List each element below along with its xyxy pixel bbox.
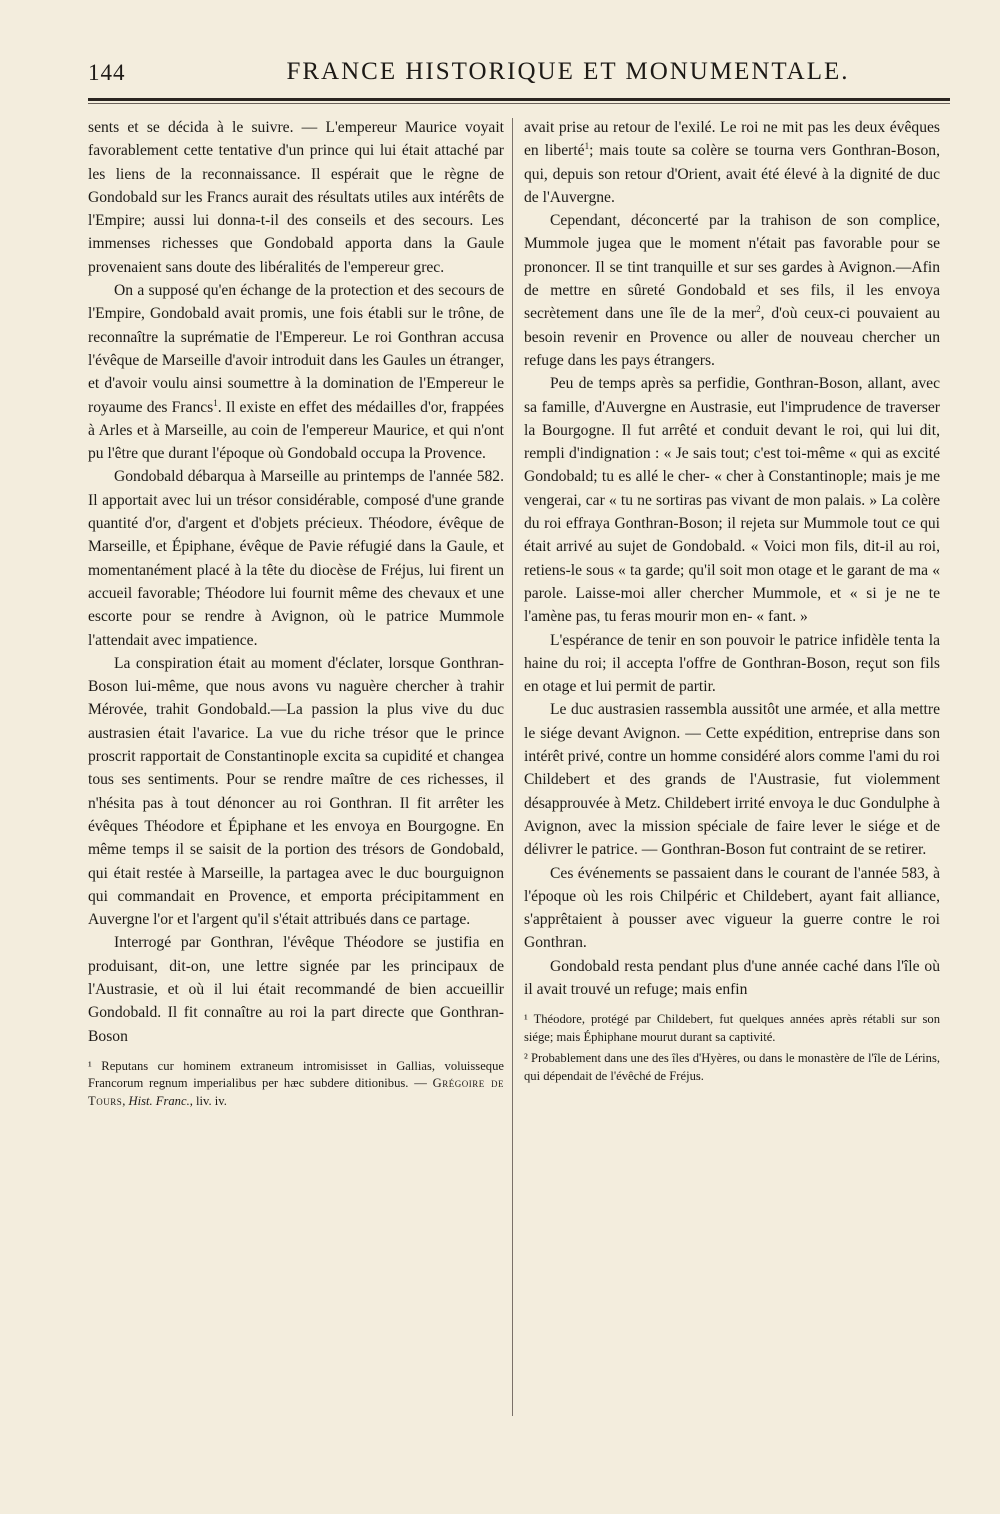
paragraph: Gondobald débarqua à Marseille au printemps de l'année 582. Il apportait avec lui un trésor considérable, composé d'une grande quantité d'or, d'argent et d'objets précieux. Théodore, évêque de Marseille, et Épiphane, évêque de Pavie réfugié dans la Gaule, et momentanément placé à la tête du diocèse de Fréjus, lui firent un accueil favorable; Théodore lui fournit même des chevaux et une escorte pour se rendre à Avignon, où le patrice Mummole l'attendait avec impatience. xyxy=(88,468,504,649)
footnote-reference: 2 xyxy=(756,304,761,315)
paragraph: sents et se décida à le suivre. — L'empereur Maurice voyait favorablement cette tentative d'un prince qui lui était attaché par les liens de la reconnaissance. Il espérait que le règne de Gondobald sur les Francs aurait des résultats utiles aux intérêts de l'Empire; aussi lui donna-t-il des conseils et des secours. Les immenses richesses que Gondobald apporta dans la Gaule provenaient sans doute des libéralités de l'empereur grec. xyxy=(88,119,504,276)
footnote: ¹ Théodore, protégé par Childebert, fut quelques années après rétabli sur son siége; mais Éphiphane mourut durant sa captivité. xyxy=(524,1012,940,1044)
footnote-text: Reputans cur hominem extraneum intromisisset in Gallias, voluisseque Francorum regnum imperialibus per hæc subdere ditionibus. — xyxy=(88,1058,504,1091)
paragraph xyxy=(88,279,504,465)
page-number: 144 xyxy=(88,60,126,85)
footnote-reference: 1 xyxy=(213,397,218,408)
paragraph-text: , d'où ceux-ci pouvaient au besoin revenir en Provence ou aller de nouveau chercher un refuge dans les pays étrangers. xyxy=(524,305,940,369)
left-column xyxy=(88,116,504,1110)
paragraph: Peu de temps après sa perfidie, Gonthran-Boson, allant, avec sa famille, d'Auvergne en Austrasie, eut l'imprudence de traverser la Bourgogne. Il fut arrêté et conduit devant le roi, qui lui dit, rempli d'indignation : « Je sais tout; c'est toi-même « qui as excité Gondobald; tu es allé le cher- « cher à Constantinople; mais je me vengerai, car « tu ne sortiras pas vivant de mon palais. » La colère du roi effraya Gonthran-Boson; il rejeta sur Mummole tout ce qui était arrivé au sujet de Gondobald. « Voici mon fils, dit-il au roi, retiens-le sous « ta garde; qu'il soit mon otage et le garant de ma « parole. Laisse-moi aller chercher Mummole, et « si je ne te l'amène pas, tu feras mourir mon en- « fant. » xyxy=(524,375,940,626)
paragraph: La conspiration était au moment d'éclater, lorsque Gonthran-Boson lui-même, que nous avons vu naguère chercher à trahir Mérovée, trahit Gondobald.—La passion la plus vive du duc austrasien était l'avarice. La vue du riche trésor que le prince proscrit rapportait de Constantinople excita sa cupidité et changea tous ses sentiments. Pour se rendre maître de ces richesses, il n'hésita pas à tout dénoncer au roi Gonthran. Il fit arrêter les évêques Théodore et Épiphane et les envoya en Bourgogne. En même temps il se saisit de la portion des trésors de Gondobald, qui était restée à Marseille, la partagea avec le duc bourguignon qui commandait en Provence, et emporta précipitamment en Auvergne l'or et l'argent qu'il s'était attribués dans ce partage. xyxy=(88,654,504,929)
footnote-reference: 1 xyxy=(584,141,590,152)
footnote: ¹ Reputans cur hominem extraneum intromisisset in Gallias, voluisseque Francorum regnum imperialibus per hæc subdere ditionibus. — Grégoire de Tours, Hist. Franc., liv. iv. xyxy=(88,1058,504,1108)
paragraph-text: avait prise au retour de l'exilé. Le roi ne mit pas les deux évêques en liberté xyxy=(524,119,940,160)
running-title: FRANCE HISTORIQUE ET MONUMENTALE. xyxy=(286,58,850,85)
right-column xyxy=(524,116,940,1085)
paragraph: L'espérance de tenir en son pouvoir le patrice infidèle tenta la haine du roi; il accepta l'offre de Gonthran-Boson, reçut son fils en otage et lui permit de partir. xyxy=(524,631,940,696)
paragraph: Gondobald resta pendant plus d'une année caché dans l'île où il avait trouvé un refuge; mais enfin xyxy=(524,957,940,998)
footnote-work: Hist. Franc. xyxy=(128,1093,190,1108)
paragraph-text: On a supposé qu'en échange de la protection et des secours de l'Empire, Gondobald avait promis, une fois établi sur le trône, de reconnaître la suprématie de l'Empereur. Le roi Gonthran accusa l'évêque de Marseille d'avoir introduit dans les Gaules un étranger, et d'avoir voulu ainsi soumettre à la domination de l'Empereur le royaume des Francs xyxy=(88,282,504,416)
paragraph xyxy=(524,116,940,209)
paragraph-text: . Il existe en effet des médailles d'or, frappées à Arles et à Marseille, au coin de l'empereur Maurice, et qui n'ont pu l'être que durant l'époque où Gondobald occupa la Provence. xyxy=(88,398,504,463)
footnote-end: , liv. iv. xyxy=(189,1093,227,1108)
paragraph-text: ; mais toute sa colère se tourna vers Gonthran-Boson, qui, depuis son retour d'Orient, avait été élevé à la dignité de duc de l'Auvergne. xyxy=(524,142,940,206)
paragraph: Le duc austrasien rassembla aussitôt une armée, et alla mettre le siége devant Avignon. — Cette expédition, entreprise dans son intérêt privé, contre un homme considéré alors comme l'ami du roi Childebert et des grands de l'Austrasie, fut violemment désapprouvée à Metz. Childebert irrité envoya le duc Gondulphe à Avignon, avec la mission spéciale de faire lever le siége et de délivrer le patrice. — Gonthran-Boson fut contraint de se retirer. xyxy=(524,701,940,859)
column-divider xyxy=(512,118,513,1416)
paragraph: Ces événements se passaient dans le courant de l'année 583, à l'époque où les rois Chilpéric et Childebert, ayant fait alliance, s'apprêtaient à pousser avec vigueur la guerre contre le roi Gonthran. xyxy=(524,864,940,952)
footnote-mark: ¹ xyxy=(88,1058,92,1073)
footnote-author: Grégoire de Tours xyxy=(88,1076,504,1108)
paragraph xyxy=(524,209,940,372)
paragraph-text: Cependant, déconcerté par la trahison de son complice, Mummole jugea que le moment n'était pas favorable pour se prononcer. Il se tint tranquille et sur ses gardes à Avignon.—Afin de mettre en sûreté Gondobald et ses fils, il les envoya secrètement dans une île de la mer xyxy=(524,212,940,323)
footnote: ² Probablement dans une des îles d'Hyères, ou dans le monastère de l'île de Lérins, qui dépendait de l'évêché de Fréjus. xyxy=(524,1051,940,1083)
paragraph: Interrogé par Gonthran, l'évêque Théodore se justifia en produisant, dit-on, une lettre signée par les principaux de l'Austrasie, et où il lui était recommandé de bien accueillir Gondobald. Il fit connaître au roi la part directe que Gonthran-Boson xyxy=(88,934,504,1045)
header-rule xyxy=(88,98,950,101)
page-header xyxy=(88,58,960,94)
header-rule-thin xyxy=(88,103,950,104)
